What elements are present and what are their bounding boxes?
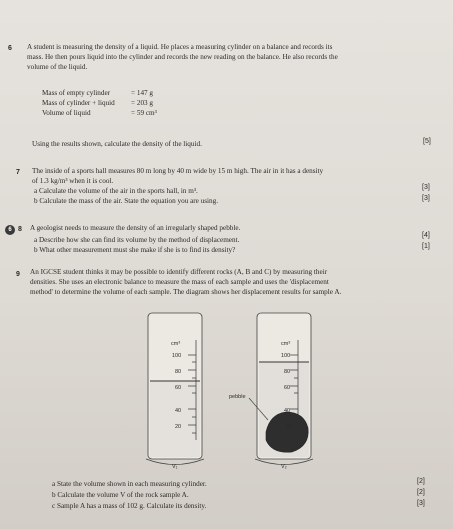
cylinder-2-unit-label: cm³ <box>281 341 291 347</box>
q8-part-a: a Describe how she can find its volume by the method of displacement. <box>34 236 240 244</box>
q8-text-line1: A geologist needs to measure the density of an irregularly shaped pebble. <box>30 224 241 232</box>
cylinder-2-tick-label: 100 <box>281 353 291 359</box>
q9-text-line3: method' to determine the volume of each sample. The diagram shows her displacement results for sample A. <box>30 288 342 296</box>
q6-marks: [5] <box>423 138 431 145</box>
q8-part-b-marks: [1] <box>422 243 430 250</box>
q7-text-line2: of 1.3 kg/m³ when it is cool. <box>32 177 114 185</box>
q9-part-c: c Sample A has a mass of 102 g. Calculate its density. <box>52 502 207 510</box>
q7-part-a: a Calculate the volume of the air in the sports hall, in m³. <box>34 187 198 195</box>
q7-part-a-marks: [3] <box>422 184 430 191</box>
q7-number: 7 <box>16 169 20 176</box>
q9-text-line1: An IGCSE student thinks it may be possible to identify different rocks (A, B and C) by measuring their <box>30 268 328 276</box>
q6-text-line3: volume of the liquid. <box>27 63 88 71</box>
difficulty-badge: 6 <box>5 225 15 235</box>
cylinder-2-tick-label: 60 <box>284 385 291 391</box>
q6-data-value: = 59 cm³ <box>131 109 157 117</box>
q9-part-b-marks: [2] <box>417 489 425 496</box>
q6-data-label: Mass of empty cylinder <box>42 89 111 97</box>
q9-part-a: a State the volume shown in each measuring cylinder. <box>52 480 207 488</box>
q8-part-a-marks: [4] <box>422 232 430 239</box>
cylinder-1-tick-label: 40 <box>175 408 182 414</box>
q7-text-line1: The inside of a sports hall measures 80 m long by 40 m wide by 15 m high. The air in it has a density <box>32 167 324 175</box>
cylinder-1-tick-label: 20 <box>175 424 182 430</box>
q6-data-value: = 147 g <box>131 89 154 97</box>
q6-text-line2: mass. He then pours liquid into the cylinder and records the new reading on the balance. He also records the <box>27 53 338 61</box>
q6-data-label: Mass of cylinder + liquid <box>42 99 115 107</box>
cylinder-1-tick-label: 100 <box>172 353 182 359</box>
cylinder-2-tick-label: 20 <box>286 424 293 430</box>
cylinder-1-volume-label: V₁ <box>172 464 178 470</box>
q9-part-a-marks: [2] <box>417 478 425 485</box>
q6-text-line1: A student is measuring the density of a liquid. He places a measuring cylinder on a balance and records its <box>27 43 333 51</box>
q6-task: Using the results shown, calculate the density of the liquid. <box>32 140 202 148</box>
pebble-label: pebble <box>229 394 246 400</box>
q9-text-line2: densities. She uses an electronic balance to measure the mass of each sample and uses the 'displacement <box>30 278 329 286</box>
q6-data-value: = 203 g <box>131 99 154 107</box>
cylinder-1-unit-label: cm³ <box>171 341 181 347</box>
q9-part-b: b Calculate the volume V of the rock sample A. <box>52 491 189 499</box>
cylinder-2-volume-label: V₂ <box>281 464 287 470</box>
q6-number: 6 <box>8 45 12 52</box>
q7-part-b-marks: [3] <box>422 195 430 202</box>
q9-part-c-marks: [3] <box>417 500 425 507</box>
cylinder-1-tick-label: 80 <box>175 369 182 375</box>
q8-number: 8 <box>18 226 22 233</box>
cylinder-1-tick-label: 60 <box>175 385 182 391</box>
cylinder-2-tick-label: 80 <box>284 369 291 375</box>
q6-data-label: Volume of liquid <box>42 109 91 117</box>
measuring-cylinder-2 <box>249 313 313 465</box>
q7-part-b: b Calculate the mass of the air. State the equation you are using. <box>34 197 219 205</box>
cylinder-2-tick-label: 40 <box>284 408 291 414</box>
q8-part-b: b What other measurement must she make if she is to find its density? <box>34 246 236 254</box>
q9-number: 9 <box>16 271 20 278</box>
